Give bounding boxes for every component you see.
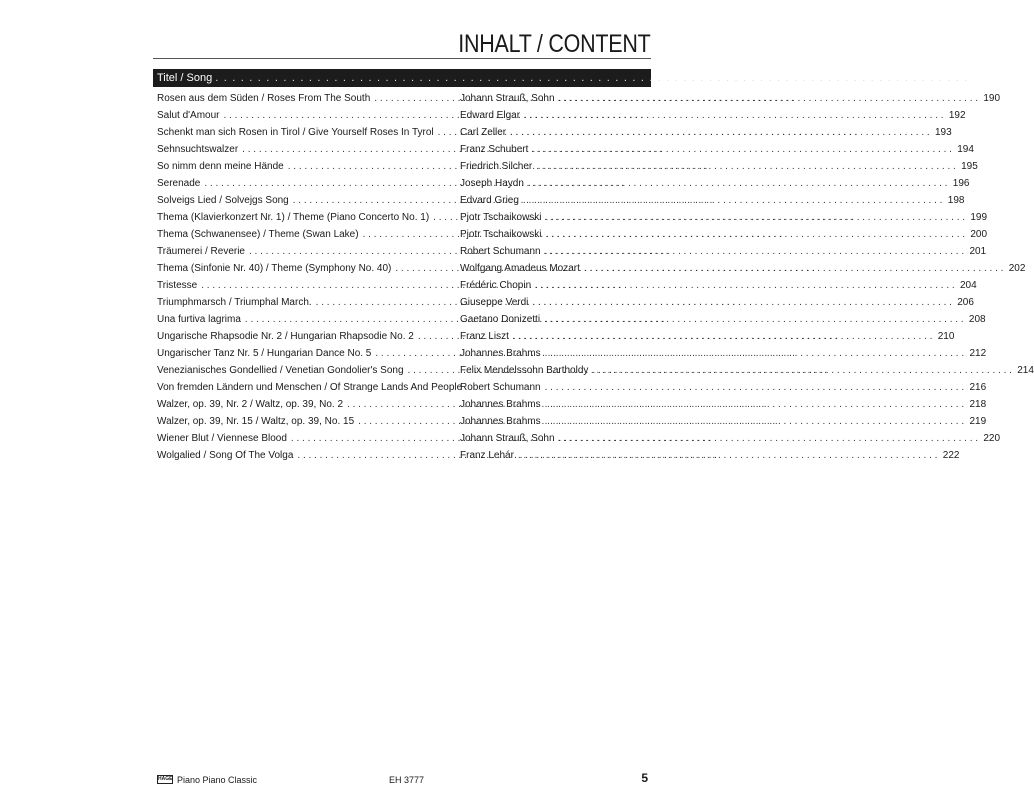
entry-title-cell [157,209,460,226]
entry-title-cell [157,192,460,209]
composer-name: Franz Schubert [460,144,529,155]
page-reference: 202 [1008,263,1026,274]
composer-name: Edvard Grieg [460,195,519,206]
entry-composer-cell [460,379,968,396]
page-reference: 193 [934,127,952,138]
dot-leader [592,362,1012,379]
page-reference: 201 [969,246,987,257]
dot-leader [545,413,965,430]
page-reference: 219 [969,416,987,427]
entry-title-cell [157,413,460,430]
dot-leader [523,192,943,209]
entry-title-cell [157,328,460,345]
dot-leader [528,175,948,192]
toc-list [157,90,1034,464]
song-title: Thema (Klavierkonzert Nr. 1) / Theme (Piano Concerto No. 1) [157,212,430,223]
entry-composer-cell [460,396,968,413]
dot-leader [544,311,964,328]
song-title: Serenade [157,178,201,189]
toc-entry [157,277,977,294]
entry-title-cell [157,277,460,294]
toc-entry [157,379,987,396]
dot-leader [518,447,938,464]
dot-leader [584,260,1004,277]
entry-composer-cell [460,141,956,158]
entry-title-cell [157,430,460,447]
header-page-label: Seite / Page [971,72,1032,84]
song-title: Solveigs Lied / Solvejgs Song [157,195,289,206]
toc-entry [157,328,955,345]
page-reference: 208 [968,314,986,325]
entry-composer-cell [460,226,969,243]
dot-leader [559,90,979,107]
entry-composer-cell [460,158,960,175]
song-title: Venezianisches Gondellied / Venetian Gondolier's Song [157,365,404,376]
entry-composer-cell [460,124,934,141]
toc-entry [157,175,970,192]
song-title: Ungarischer Tanz Nr. 5 / Hungarian Dance No. 5 [157,348,372,359]
page-reference: 214 [1017,365,1034,376]
song-title: Wiener Blut / Viennese Blood [157,433,287,444]
entry-composer-cell [460,294,956,311]
song-title: Una furtiva lagrima [157,314,241,325]
entry-composer-cell [460,430,982,447]
entry-title-cell [157,362,460,379]
entry-composer-cell [460,362,1016,379]
page-reference: 194 [957,144,974,155]
composer-name: Pjotr Tschaikowski [460,212,542,223]
page-reference: 212 [969,348,987,359]
entry-title-cell [157,158,460,175]
entry-composer-cell [460,175,951,192]
composer-name: Joseph Haydn [460,178,524,189]
composer-name: Felix Mendelssohn Bartholdy [460,365,589,376]
composer-name: Johann Strauß, Sohn [460,433,555,444]
dot-leader [510,124,930,141]
song-title: Tristesse [157,280,198,291]
composer-name: Johannes Brahms [460,416,541,427]
song-title: Ungarische Rhapsodie Nr. 2 / Hungarian Rhapsodie No. 2 [157,331,414,342]
dot-leader [545,396,965,413]
toc-entry [157,192,965,209]
toc-entry [157,294,974,311]
song-title: Rosen aus dem Süden / Roses From The South [157,93,371,104]
composer-name: Giuseppe Verdi [460,297,529,308]
dot-leader [524,107,944,124]
song-title: Wolgalied / Song Of The Volga [157,450,294,461]
dot-leader [545,243,965,260]
page-reference: 199 [970,212,988,223]
song-title: Walzer, op. 39, Nr. 2 / Waltz, op. 39, No. 2 [157,399,344,410]
dot-leader [545,345,965,362]
entry-composer-cell [460,107,948,124]
dot-leader [546,209,966,226]
dot-leader [535,277,955,294]
toc-entry [157,107,966,124]
composer-name: Johannes Brahms [460,348,541,359]
composer-name: Franz Liszt [460,331,509,342]
page-reference: 190 [983,93,1001,104]
page-reference: 216 [969,382,987,393]
composer-name: Gaetano Donizetti [460,314,541,325]
entry-title-cell [157,311,460,328]
page-reference: 206 [957,297,974,308]
dot-leader [513,328,933,345]
page-number: 5 [641,771,648,785]
toc-entry [157,90,1001,107]
entry-title-cell [157,124,460,141]
series-title: Piano Piano Classic [177,775,258,785]
composer-name: Edward Elgar [460,110,521,121]
entry-title-cell [157,243,460,260]
song-title: Schenkt man sich Rosen in Tirol / Give Yourself Roses In Tyrol [157,127,434,138]
publisher-logo: HAGE [158,776,173,782]
toc-entry [157,413,987,430]
entry-title-cell [157,175,460,192]
dot-leader [532,141,952,158]
entry-composer-cell [460,447,941,464]
toc-entry [157,141,974,158]
song-title: Von fremden Ländern und Menschen / Of Strange Lands And People [157,382,463,393]
entry-title-cell [157,226,460,243]
toc-entry [157,226,988,243]
toc-entry [157,362,1034,379]
entry-composer-cell [460,243,968,260]
page-footer [157,773,651,787]
page-reference: 192 [948,110,966,121]
entry-composer-cell [460,413,968,430]
header-title-label: Titel / Song [157,72,213,84]
toc-entry [157,345,987,362]
composer-name: Pjotr Tschaikowski [460,229,542,240]
entry-title-cell [157,90,460,107]
toc-entry [157,260,1026,277]
composer-name: Johannes Brahms [460,399,541,410]
page-reference: 204 [960,280,977,291]
toc-header-bar [153,69,1032,87]
entry-title-cell [157,379,463,396]
title-divider [153,58,651,59]
entry-composer-cell [460,209,969,226]
composer-name: Franz Lehár [460,450,514,461]
composer-name: Johann Strauß, Sohn [460,93,555,104]
composer-name: Friedrich Silcher [460,161,533,172]
page-reference: 218 [969,399,987,410]
toc-entry [157,243,987,260]
page-reference: 222 [942,450,960,461]
dot-leader [546,226,966,243]
song-title: Thema (Schwanensee) / Theme (Swan Lake) [157,229,359,240]
page-reference: 196 [952,178,970,189]
entry-title-cell [157,107,460,124]
composer-name: Robert Schumann [460,246,541,257]
song-title: Walzer, op. 39, Nr. 15 / Waltz, op. 39, No. 15 [157,416,355,427]
toc-entry [157,447,960,464]
composer-name: Wolfgang Amadeus Mozart [460,263,580,274]
entry-title-cell [157,294,460,311]
page-reference: 210 [937,331,955,342]
header-dot-leader: . . . . . . . . . . . . . . . . . . . . . . . . . . . . . . . . . . . . . . . . . . . . . . . . . . . . . . . . . . . . . . . . . . . . . . . . . . . . . . . . . . . . . . . . . [215,72,969,84]
edition-number: EH 3777 [389,775,425,785]
dot-leader [532,294,952,311]
song-title: So nimm denn meine Hände [157,161,284,172]
entry-title-cell [157,447,460,464]
song-title: Triumphmarsch / Triumphal March. [157,297,312,308]
entry-title-cell [157,396,460,413]
page-reference: 195 [961,161,978,172]
entry-composer-cell [460,192,946,209]
composer-name: Carl Zeller [460,127,507,138]
page-reference: 198 [947,195,965,206]
entry-composer-cell [460,90,982,107]
entry-title-cell [157,141,460,158]
song-title: Sehnsuchtswalzer [157,144,239,155]
entry-title-cell [157,345,460,362]
song-title: Thema (Sinfonie Nr. 40) / Theme (Symphony No. 40) [157,263,392,274]
toc-entry [157,396,987,413]
composer-name: Frédéric Chopin [460,280,532,291]
dot-leader [559,430,979,447]
toc-entry [157,430,1001,447]
toc-entry [157,158,978,175]
entry-title-cell [157,260,460,277]
entry-composer-cell [460,345,968,362]
dot-leader [536,158,956,175]
page-reference: 220 [983,433,1001,444]
page-title: INHALT / CONTENT [457,30,650,58]
dot-leader [545,379,965,396]
entry-composer-cell [460,277,959,294]
page-reference: 200 [970,229,988,240]
entry-composer-cell [460,260,1007,277]
toc-entry [157,209,988,226]
toc-entry [157,311,986,328]
song-title: Träumerei / Reverie [157,246,245,257]
song-title: Salut d'Amour [157,110,220,121]
toc-entry [157,124,952,141]
entry-composer-cell [460,311,968,328]
composer-name: Robert Schumann [460,382,541,393]
entry-composer-cell [460,328,936,345]
